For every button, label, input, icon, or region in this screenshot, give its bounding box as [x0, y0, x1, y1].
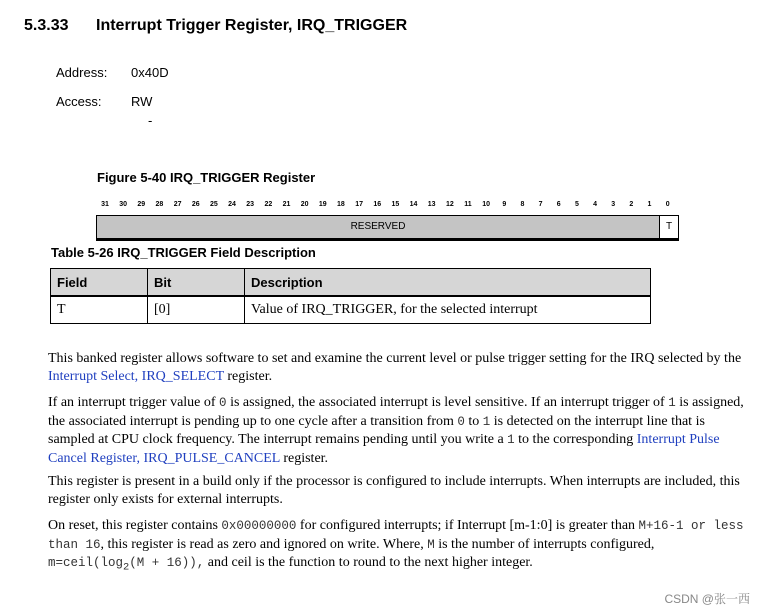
bit-number: 9 [502, 201, 507, 208]
p4-code-2: M+16-1 or less than 16 [48, 519, 744, 552]
p4-text-b: for configured interrupts; if Interrupt [m-1:0] is greater than [296, 518, 639, 533]
section-number: 5.3.33 [24, 17, 69, 34]
p2-code-4: 1 [482, 414, 491, 429]
bit-number: 21 [282, 201, 291, 208]
address-label: Address: [56, 65, 108, 80]
p4-code-4a: m=ceil(log [48, 556, 124, 570]
p2-code-1: 0 [219, 396, 227, 410]
bit-number: 3 [611, 201, 616, 208]
bit-number: 1 [647, 201, 652, 208]
bit-number: 6 [556, 201, 561, 208]
bit-number: 22 [264, 201, 273, 208]
bit-number: 26 [191, 201, 200, 208]
address-value: 0x40D [131, 65, 169, 80]
bit-number: 28 [155, 201, 164, 208]
section-title: Interrupt Trigger Register, IRQ_TRIGGER [96, 17, 408, 34]
header-field: Field [51, 269, 148, 297]
cell-bit: [0] [148, 296, 245, 324]
bit-number: 29 [137, 201, 146, 208]
bit-number: 2 [629, 201, 634, 208]
irq-select-link[interactable]: Interrupt Select, IRQ_SELECT [48, 368, 224, 384]
bit-number: 5 [574, 201, 579, 208]
header-description: Description [245, 269, 651, 297]
p4-text-c: , this register is read as zero and ignored on write. Where, [100, 536, 428, 552]
bit-number: 0 [665, 201, 670, 208]
bit-number: 23 [246, 201, 255, 208]
p4-text-a: On reset, this register contains [48, 518, 222, 533]
access-label: Access: [56, 94, 102, 109]
bit-numbers [96, 201, 680, 211]
p2-text-g: register. [279, 450, 329, 466]
cell-field: T [51, 296, 148, 324]
p2-text-b: is assigned, the associated interrupt is level sensitive. If an interrupt trigger of [226, 395, 669, 410]
bit-number: 20 [300, 201, 309, 208]
bit-number: 10 [482, 201, 491, 208]
watermark: CSDN @张一西 [664, 592, 750, 606]
bit-number: 18 [337, 201, 345, 208]
p2-code-5: 1 [507, 433, 515, 447]
p4-code-1: 0x00000000 [221, 519, 297, 533]
bit-number: 7 [538, 201, 543, 208]
access-dash: - [148, 113, 153, 128]
bit-number: 4 [593, 201, 597, 208]
table-header-row [51, 269, 651, 297]
irq-pulse-cancel-link[interactable]: Interrupt Pulse Cancel Register, IRQ_PULSE_CANCEL [48, 432, 720, 466]
p4-code-3: M [427, 537, 435, 552]
register-diagram [96, 215, 680, 239]
p4-code-4 [48, 556, 205, 574]
header-bit: Bit [148, 269, 245, 297]
t-field [659, 215, 679, 241]
bit-number: 24 [228, 201, 236, 208]
bit-number: 16 [373, 201, 382, 208]
p1-text-a: This banked register allows software to set and examine the current level or pulse trigger setting for the IRQ selected by the [48, 351, 742, 366]
access-value: RW [131, 94, 153, 109]
p2-text-d: to [464, 413, 483, 429]
reserved-field [96, 215, 660, 241]
t-field-label: T [665, 221, 673, 232]
bit-number: 31 [101, 201, 109, 208]
bit-number: 17 [355, 201, 363, 208]
bit-number: 14 [409, 201, 418, 208]
cell-description: Value of IRQ_TRIGGER, for the selected interrupt [245, 296, 651, 324]
reserved-label: RESERVED [350, 221, 406, 232]
bit-number: 8 [520, 201, 525, 208]
p2-code-2: 1 [668, 396, 676, 410]
bit-number: 13 [427, 201, 436, 208]
bit-number: 30 [119, 201, 128, 208]
bit-number: 12 [445, 201, 454, 208]
p2-text-a: If an interrupt trigger value of [48, 395, 220, 410]
p4-code-4b: (M + 16)), [129, 556, 205, 570]
bit-number: 19 [318, 201, 327, 208]
field-table [50, 268, 651, 324]
bit-number: 11 [464, 201, 472, 208]
p2-code-3: 0 [457, 414, 465, 429]
p2-text-e: is detected on the interrupt line that is sampled at CPU clock frequency. The interrupt remains pending until you write a [48, 413, 705, 447]
bit-number: 15 [391, 201, 400, 208]
table-row [51, 296, 651, 324]
bit-number: 27 [173, 201, 182, 208]
p4-text-d: is the number of interrupts configured, [434, 536, 655, 552]
figure-caption: Figure 5-40 IRQ_TRIGGER Register [97, 170, 316, 185]
paragraph-3: This register is present in a build only if the processor is configured to include interrupts. When interrupts are included, this register only exists for external interrupts. [48, 474, 740, 507]
paragraph-1 [48, 350, 748, 385]
paragraph-2 [48, 394, 748, 467]
p4-code-4-sub: 2 [123, 561, 130, 574]
p4-text-e: and ceil is the function to round to the next higher integer. [204, 555, 533, 570]
bit-number: 25 [209, 201, 218, 208]
p1-text-b: register. [223, 368, 273, 384]
paragraph-4 [48, 517, 748, 577]
p2-text-f: to the corresponding [514, 432, 637, 447]
table-caption: Table 5-26 IRQ_TRIGGER Field Description [51, 245, 316, 260]
p2-text-c: is assigned, the associated interrupt is pending up to one cycle after a transition from [48, 395, 744, 429]
